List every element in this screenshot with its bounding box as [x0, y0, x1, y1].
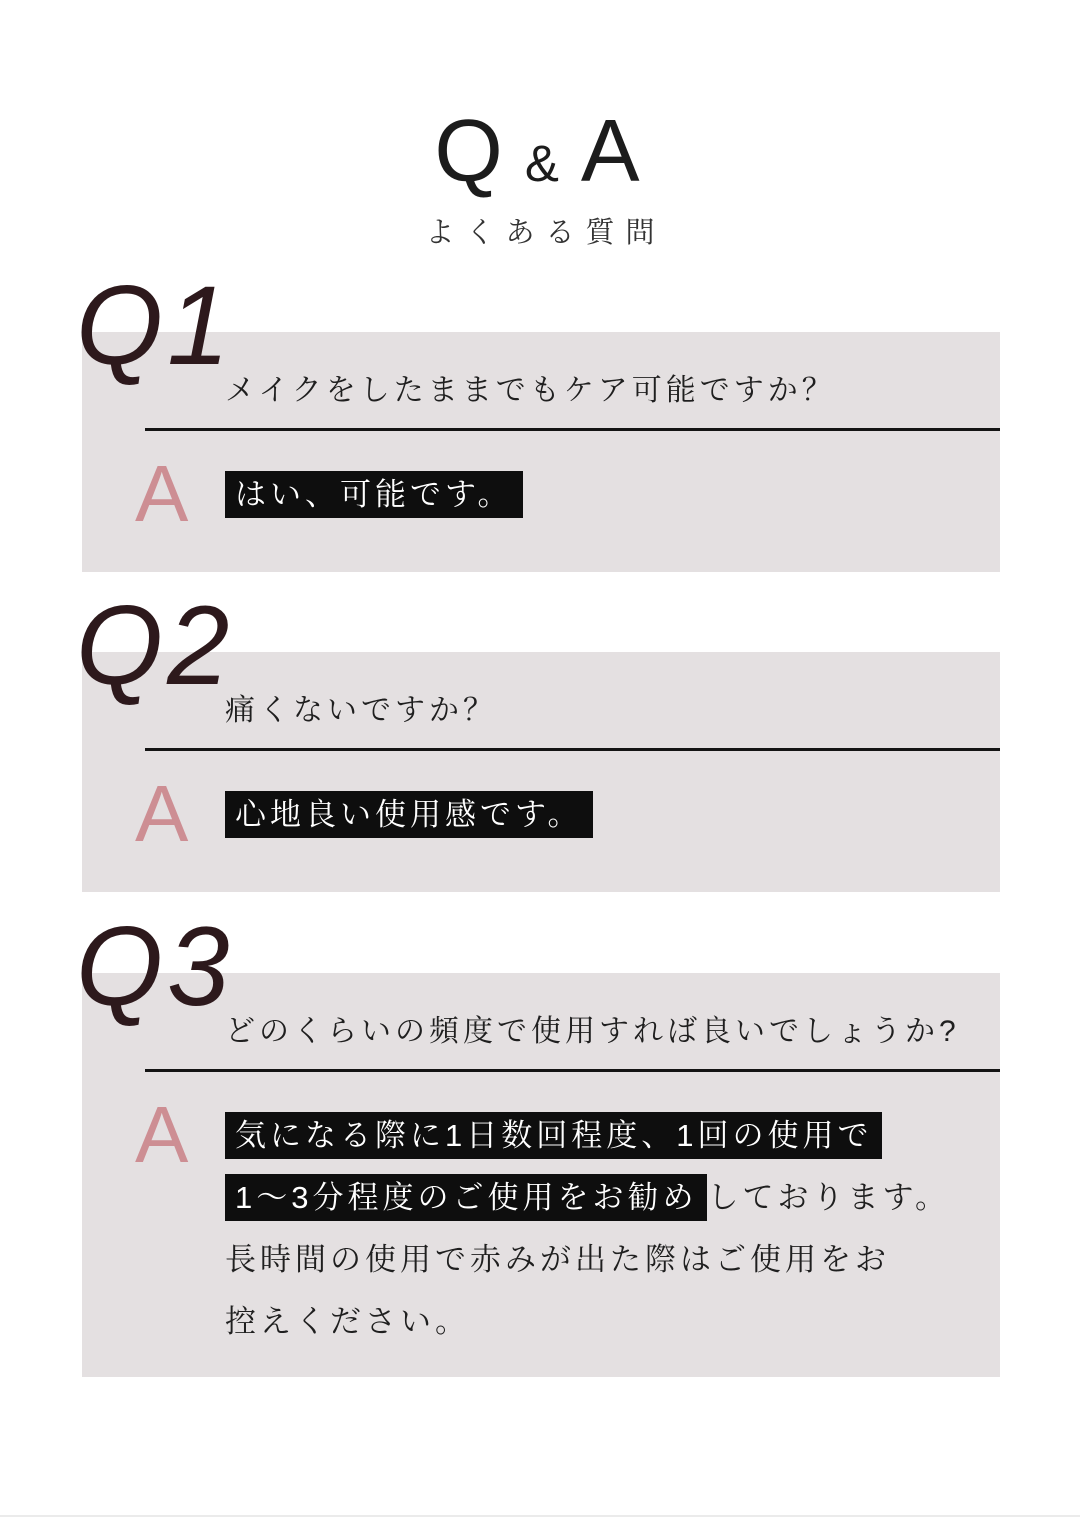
answer-letter: A — [135, 449, 189, 538]
answer-text — [225, 784, 593, 846]
answer-plain-text: しております。 — [707, 1180, 951, 1215]
answer-highlighted-text: はい、可能です。 — [225, 471, 523, 518]
question-underline — [145, 748, 1000, 751]
answer-row — [135, 769, 593, 858]
answer-letter: A — [135, 769, 189, 858]
question-text: メイクをしたままでもケア可能ですか？ — [225, 374, 836, 407]
question-number: Q2 — [76, 583, 234, 708]
title-q-part: Q — [434, 101, 509, 200]
page-subtitle: よくある質問 — [425, 217, 666, 249]
answer-text — [225, 464, 523, 526]
answer-highlighted-text: 1〜3分程度のご使用をお勧め — [225, 1174, 707, 1221]
faq-item-q2 — [76, 583, 1000, 892]
faq-item-q3 — [76, 904, 1000, 1377]
answer-plain-text: 長時間の使用で赤みが出た際はご使用をお — [225, 1242, 890, 1277]
answer-highlighted-text: 気になる際に1日数回程度、1回の使用で — [225, 1112, 882, 1159]
faq-item-q1 — [76, 263, 1000, 572]
question-underline — [145, 1069, 1000, 1072]
page-title — [0, 101, 1080, 209]
answer-plain-text: 控えください。 — [225, 1304, 470, 1339]
question-text: どのくらいの頻度で使用すれば良いでしょうか? — [225, 1015, 960, 1048]
answer-text — [225, 1105, 950, 1353]
answer-highlighted-text: 心地良い使用感です。 — [225, 791, 593, 838]
answer-row — [135, 1090, 951, 1353]
title-ampersand: & — [524, 135, 565, 192]
title-a-part: A — [580, 101, 646, 200]
question-text: 痛くないですか？ — [225, 694, 497, 727]
question-number: Q3 — [76, 904, 234, 1029]
answer-letter: A — [135, 1090, 189, 1179]
question-underline — [145, 428, 1000, 431]
answer-row — [135, 449, 523, 538]
question-number: Q1 — [76, 263, 234, 388]
